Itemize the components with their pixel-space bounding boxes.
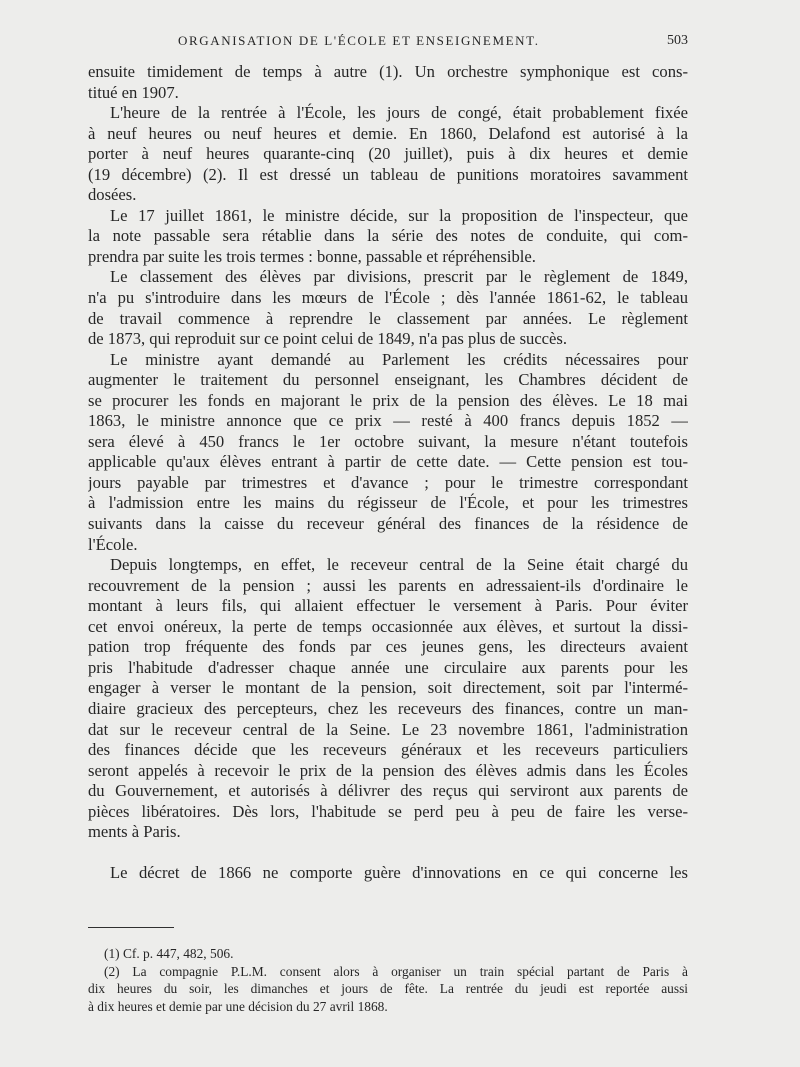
text-line: pation trop fréquente des fonds par ces jeunes gens, les directeurs avaient (88, 637, 688, 657)
text-line: des finances décide que les receveurs généraux et les receveurs particuliers (88, 740, 688, 760)
text-line: pris l'habitude d'adresser chaque année une circulaire aux parents pour les (88, 657, 688, 677)
running-title: ORGANISATION DE L'ÉCOLE ET ENSEIGNEMENT. (178, 33, 540, 48)
text-line: Le 17 juillet 1861, le ministre décide, sur la proposition de l'inspecteur, que (110, 205, 688, 225)
text-line: recouvrement de la pension ; aussi les parents en adressaient-ils d'ordinaire le (88, 575, 688, 595)
text-line: porter à neuf heures quarante-cinq (20 juillet), puis à dix heures et demie (88, 144, 688, 164)
page-number: 503 (667, 33, 688, 48)
text-line: ensuite timidement de temps à autre (1). Un orchestre symphonique est cons- (88, 62, 688, 81)
text-line: titué en 1907. (88, 82, 179, 102)
text-line: de 1873, qui reproduit sur ce point celui de 1849, n'a pas plus de succès. (88, 329, 568, 349)
text-line: à l'admission entre les mains du régisseur de l'École, et pour les trimestres (88, 493, 688, 513)
text-line: augmenter le traitement du personnel enseignant, les Chambres décident de (88, 370, 688, 390)
text-line: jours payable par trimestres et d'avance ; pour le trimestre correspondant (88, 472, 688, 492)
paragraph-gap (88, 843, 688, 863)
text-line: sera élevé à 450 francs le 1er octobre suivant, la mesure n'étant toutefois (88, 431, 688, 451)
text-line: L'heure de la rentrée à l'École, les jours de congé, était probablement fixée (110, 103, 688, 123)
footnotes (88, 945, 688, 1015)
text-line: n'a pu s'introduire dans les mœurs de l'École ; dès l'année 1861-62, le tableau (88, 288, 688, 308)
text-line: (19 décembre) (2). Il est dressé un tableau de punitions moratoires savamment (88, 164, 688, 184)
text-line: diaire gracieux des percepteurs, chez les receveurs des finances, contre un man- (88, 698, 688, 718)
footnote-line: (2) La compagnie P.L.M. consent alors à organiser un train spécial partant de Paris à (104, 963, 688, 979)
text-line: ments à Paris. (88, 822, 181, 842)
text-line: Le classement des élèves par divisions, prescrit par le règlement de 1849, (110, 267, 688, 287)
text-line: montant à leurs fils, qui allaient effectuer le versement à Paris. Pour éviter (88, 596, 688, 616)
text-line: applicable qu'aux élèves entrant à partir de cette date. — Cette pension est tou- (88, 452, 688, 472)
text-line: pièces libératoires. Dès lors, l'habitude se perd peu à peu de faire les verse- (88, 801, 688, 821)
running-head (88, 33, 688, 53)
text-line: dat sur le receveur central de la Seine. Le 23 novembre 1861, l'administration (88, 719, 688, 739)
footnote-rule (88, 927, 174, 928)
text-line: 1863, le ministre annonce que ce prix — resté à 400 francs depuis 1852 — (88, 411, 688, 431)
body-text (88, 62, 688, 883)
text-line: la note passable sera rétablie dans la série des notes de conduite, qui com- (88, 226, 688, 246)
text-line: à neuf heures ou neuf heures et demie. En 1860, Delafond est autorisé à la (88, 123, 688, 143)
text-line: Le ministre ayant demandé au Parlement les crédits nécessaires pour (110, 349, 688, 369)
footnote-line: dix heures du soir, les dimanches et jours de fête. La rentrée du jeudi est reportée aussi (88, 981, 688, 996)
text-line: Depuis longtemps, en effet, le receveur central de la Seine était chargé du (110, 555, 688, 575)
text-line: Le décret de 1866 ne comporte guère d'innovations en ce qui concerne les (110, 862, 688, 882)
text-line: de travail commence à reprendre le classement par années. Le règlement (88, 308, 688, 328)
text-line: prendra par suite les trois termes : bonne, passable et répréhensible. (88, 246, 536, 266)
footnote-line: (1) Cf. p. 447, 482, 506. (104, 946, 234, 961)
text-line: dosées. (88, 185, 137, 205)
text-line: suivants dans la caisse du receveur général des finances de la résidence de (88, 514, 688, 534)
text-line: seront appelés à recevoir le prix de la pension des élèves admis dans les Écoles (88, 760, 688, 780)
footnote-line: à dix heures et demie par une décision du 27 avril 1868. (88, 998, 388, 1014)
text-line: du Gouvernement, et autorisés à délivrer des reçus qui serviront aux parents de (88, 781, 688, 801)
text-line: l'École. (88, 534, 138, 554)
text-line: cet envoi onéreux, la perte de temps occasionnée aux élèves, et surtout la dissi- (88, 616, 688, 636)
text-line: engager à verser le montant de la pension, soit directement, soit par l'intermé- (88, 678, 688, 698)
text-line: se procurer les fonds en majorant le prix de la pension des élèves. Le 18 mai (88, 390, 688, 410)
